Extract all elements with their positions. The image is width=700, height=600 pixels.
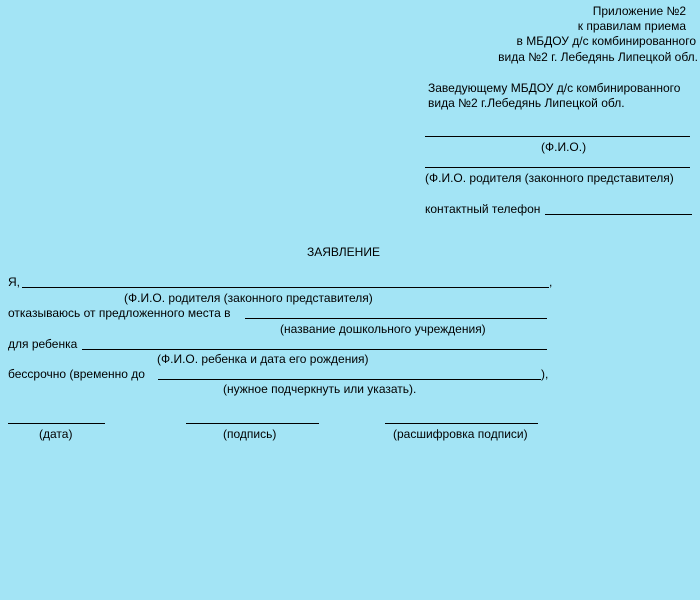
phone-label: контактный телефон: [425, 202, 541, 216]
signature-decode-caption: (расшифровка подписи): [393, 427, 528, 441]
phone-fill-line: [545, 214, 692, 215]
signature-decode-fill-line: [385, 423, 538, 424]
term-text: бессрочно (временно до: [8, 367, 145, 381]
parent-fio-fill-line: [425, 167, 690, 168]
fio-fill-line: [425, 136, 690, 137]
signature-caption: (подпись): [223, 427, 277, 441]
appendix-line-4: вида №2 г. Лебедянь Липецкой обл.: [498, 50, 698, 64]
parent-name-fill-line: [22, 287, 549, 288]
addressee-line-1: Заведующему МБДОУ д/с комбинированного: [428, 81, 681, 95]
child-caption: (Ф.И.О. ребенка и дата его рождения): [157, 352, 369, 366]
appendix-line-1: Приложение №2: [592, 4, 686, 18]
child-fill-line: [82, 349, 547, 350]
appendix-line-2: к правилам приема: [577, 19, 686, 33]
child-text: для ребенка: [8, 337, 78, 351]
document-title: ЗАЯВЛЕНИЕ: [307, 245, 380, 259]
institution-fill-line: [245, 318, 547, 319]
i-prefix: Я,: [8, 275, 20, 289]
term-fill-line: [158, 379, 541, 380]
institution-caption: (название дошкольного учреждения): [280, 322, 486, 336]
refuse-text: отказываюсь от предложенного места в: [8, 306, 231, 320]
date-caption: (дата): [39, 427, 73, 441]
signature-fill-line: [186, 423, 319, 424]
term-suffix: ),: [541, 367, 549, 381]
parent-fio-caption: (Ф.И.О. родителя (законного представителя): [425, 171, 674, 185]
date-fill-line: [8, 423, 105, 424]
addressee-line-2: вида №2 г.Лебедянь Липецкой обл.: [428, 96, 625, 110]
appendix-line-3: в МБДОУ д/с комбинированного: [516, 34, 696, 48]
fio-caption: (Ф.И.О.): [541, 140, 587, 154]
body-parent-caption: (Ф.И.О. родителя (законного представителя): [124, 291, 373, 305]
i-suffix: ,: [549, 275, 553, 289]
term-caption: (нужное подчеркнуть или указать).: [223, 382, 417, 396]
